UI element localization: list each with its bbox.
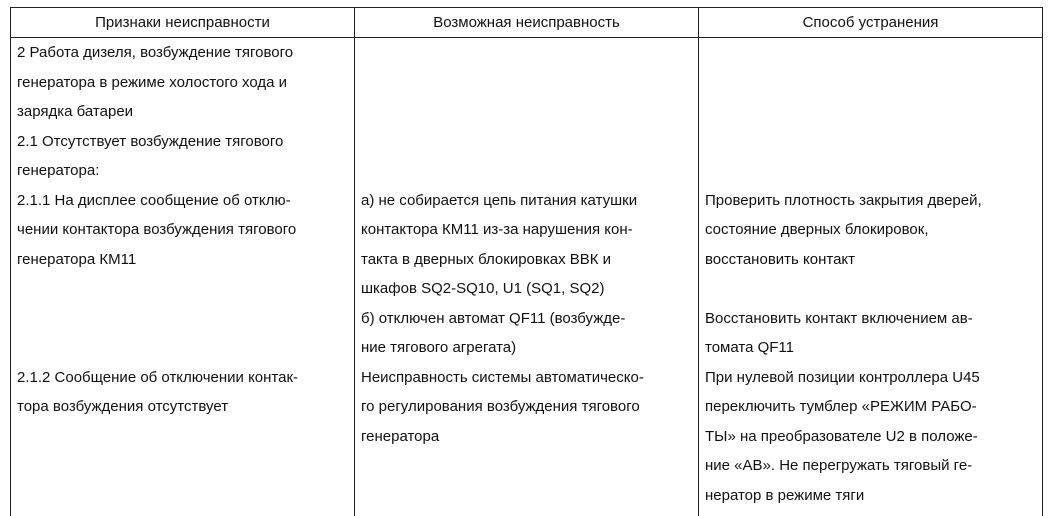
cell-possible-fault [355, 38, 699, 127]
table-filler-row [11, 510, 1043, 516]
cell-text-line: ТЫ» на преобразователе U2 в положе- [705, 422, 1036, 452]
table-row [11, 186, 1043, 304]
cell-text-line: При нулевой позиции контроллера U45 [705, 363, 1036, 393]
table-row [11, 127, 1043, 186]
cell-remedy [699, 38, 1043, 127]
table-body [11, 38, 1043, 516]
cell-symptom [11, 127, 355, 186]
cell-text-line: 2.1.1 На дисплее сообщение об отклю- [17, 186, 348, 216]
cell-text-line: Проверить плотность закрытия дверей, [705, 186, 1036, 216]
cell-possible-fault [355, 363, 699, 511]
cell-possible-fault [355, 304, 699, 363]
cell-symptom [11, 304, 355, 363]
cell-text-line: такта в дверных блокировках ВВК и [361, 245, 692, 275]
header-row [11, 8, 1043, 38]
cell-text-line: состояние дверных блокировок, [705, 215, 1036, 245]
cell-text-line: го регулирования возбуждения тягового [361, 392, 692, 422]
cell-text-line: тора возбуждения отсутствует [17, 392, 348, 422]
cell-text-line: ние «АВ». Не перегружать тяговый ге- [705, 451, 1036, 481]
cell-text-line: Восстановить контакт включением ав- [705, 304, 1036, 334]
cell-remedy [699, 186, 1043, 304]
cell-remedy [699, 363, 1043, 511]
cell-text-line: генератора [361, 422, 692, 452]
cell-text-line: генератора КМ11 [17, 245, 348, 275]
cell-text-line: генератора: [17, 156, 348, 186]
cell-text-line: б) отключен автомат QF11 (возбужде- [361, 304, 692, 334]
table-filler-cell [355, 510, 699, 516]
cell-text-line: томата QF11 [705, 333, 1036, 363]
cell-text-line: 2 Работа дизеля, возбуждение тягового [17, 38, 348, 68]
cell-text-line: Неисправность системы автоматическо- [361, 363, 692, 393]
header-remedy: Способ устранения [699, 8, 1043, 38]
fault-table [10, 7, 1043, 516]
header-symptoms: Признаки неисправности [11, 8, 355, 38]
cell-text-line: а) не собирается цепь питания катушки [361, 186, 692, 216]
table-filler-cell [699, 510, 1043, 516]
table-row [11, 304, 1043, 363]
header-possible-fault: Возможная неисправность [355, 8, 699, 38]
cell-text-line: генератора в режиме холостого хода и [17, 68, 348, 98]
cell-text-line: 2.1 Отсутствует возбуждение тягового [17, 127, 348, 157]
cell-symptom [11, 363, 355, 511]
cell-text-line: чении контактора возбуждения тягового [17, 215, 348, 245]
cell-remedy [699, 304, 1043, 363]
cell-text-line: ние тягового агрегата) [361, 333, 692, 363]
cell-symptom [11, 186, 355, 304]
cell-text-line: 2.1.2 Сообщение об отключении контак- [17, 363, 348, 393]
table-filler-cell [11, 510, 355, 516]
cell-text-line: нератор в режиме тяги [705, 481, 1036, 511]
cell-text-line: зарядка батареи [17, 97, 348, 127]
table-row [11, 38, 1043, 127]
cell-text-line: восстановить контакт [705, 245, 1036, 275]
table-row [11, 363, 1043, 511]
cell-text-line: шкафов SQ2-SQ10, U1 (SQ1, SQ2) [361, 274, 692, 304]
cell-text-line: переключить тумблер «РЕЖИМ РАБО- [705, 392, 1036, 422]
cell-symptom [11, 38, 355, 127]
cell-possible-fault [355, 186, 699, 304]
cell-remedy [699, 127, 1043, 186]
cell-text-line: контактора КМ11 из-за нарушения кон- [361, 215, 692, 245]
cell-possible-fault [355, 127, 699, 186]
